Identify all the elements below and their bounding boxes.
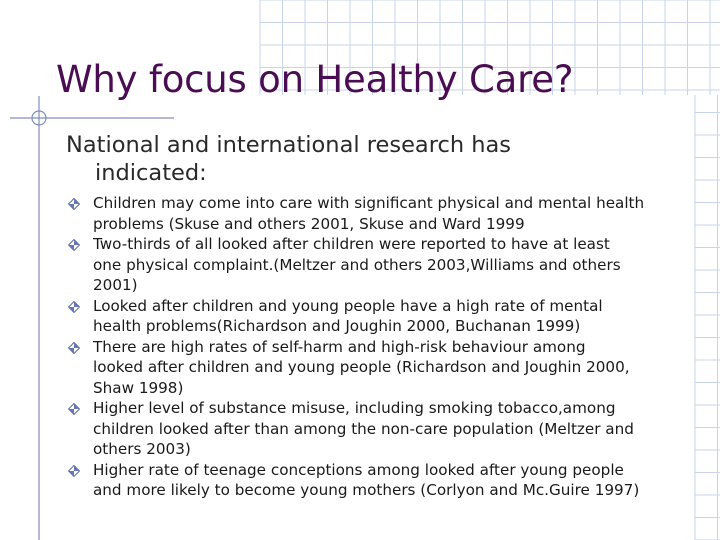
- lead-paragraph: [66, 131, 686, 187]
- bullet-line: Children may come into care with significant physical and mental health: [93, 194, 645, 212]
- bullet-item: [66, 296, 693, 337]
- bullet-item: [66, 234, 693, 296]
- bullet-list: [66, 193, 686, 501]
- lead-line-1: National and international research has: [66, 132, 512, 158]
- bullet-line: 2001): [93, 276, 138, 294]
- slide-body: [66, 131, 686, 501]
- bullet-line: others 2003): [93, 440, 191, 458]
- bullet-item: [66, 193, 693, 234]
- slide-title: Why focus on Healthy Care?: [56, 58, 574, 101]
- bullet-line: Shaw 1998): [93, 378, 184, 397]
- bullet-line: children looked after than among the non-care population (Meltzer and: [93, 419, 634, 438]
- bullet-line: looked after children and young people (Richardson and Joughin 2000,: [93, 358, 630, 376]
- bullet-line: There are high rates of self-harm and high-risk behaviour among: [93, 337, 586, 356]
- bullet-line: Two-thirds of all looked after children were reported to have at least: [93, 235, 610, 253]
- lead-line-2: indicated:: [95, 160, 207, 186]
- diamond-bullet-icon: [68, 239, 80, 251]
- bullet-line: problems (Skuse and others 2001, Skuse and Ward 1999: [93, 214, 525, 233]
- diamond-bullet-icon: [68, 301, 80, 313]
- diamond-bullet-icon: [68, 403, 80, 415]
- diamond-bullet-icon: [68, 342, 80, 354]
- bullet-line: health problems(Richardson and Joughin 2000, Buchanan 1999): [93, 317, 581, 335]
- bullet-line: Higher level of substance misuse, including smoking tobacco,among: [93, 399, 616, 417]
- bullet-line: Looked after children and young people have a high rate of mental: [93, 296, 603, 315]
- bullet-item: [66, 460, 693, 501]
- bullet-item: [66, 337, 693, 399]
- bullet-line: Higher rate of teenage conceptions among looked after young people: [93, 460, 624, 479]
- bullet-item: [66, 398, 693, 460]
- diamond-bullet-icon: [68, 465, 80, 477]
- diamond-bullet-icon: [68, 198, 80, 210]
- bullet-line: one physical complaint.(Meltzer and others 2003,Williams and others: [93, 255, 621, 274]
- bullet-line: and more likely to become young mothers (Corlyon and Mc.Guire 1997): [93, 481, 640, 499]
